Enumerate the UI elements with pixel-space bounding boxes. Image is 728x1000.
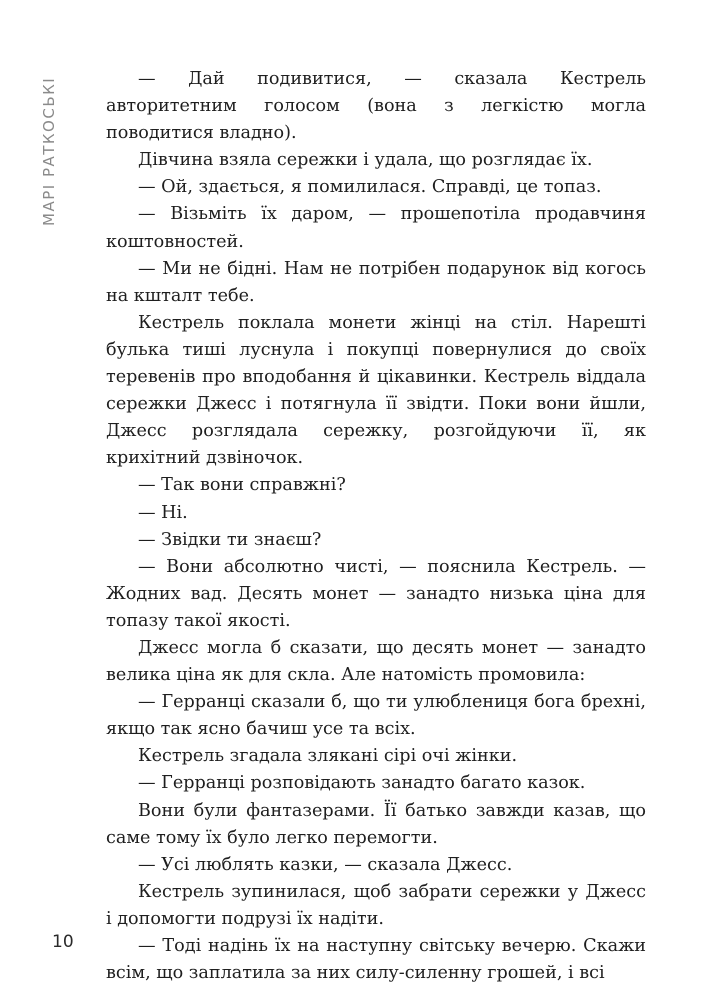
paragraph: — Герранці сказали б, що ти улюблениця бога брехні, якщо так ясно бачиш усе та всіх. xyxy=(106,692,646,740)
paragraph: — Дай подивитися, — сказала Кестрель авторитетним голосом (вона з легкістю могла поводитися владно). xyxy=(106,69,646,144)
running-head xyxy=(40,60,62,230)
paragraph: Дівчина взяла сережки і удала, що розглядає їх. xyxy=(138,150,593,171)
paragraph: — Звідки ти знаєш? xyxy=(138,529,322,550)
paragraph: — Герранці розповідають занадто багато казок. xyxy=(138,773,586,794)
paragraph: Вони були фантазерами. Її батько завжди казав, що саме тому їх було легко перемогти. xyxy=(106,800,646,848)
paragraph: Джесс могла б сказати, що десять монет — занадто велика ціна як для скла. Але натомість промовила: xyxy=(106,637,646,686)
paragraph: Кестрель згадала злякані сірі очі жінки. xyxy=(138,746,518,767)
paragraph: — Усі люблять казки, — сказала Джесс. xyxy=(138,854,513,875)
paragraph: — Візьміть їх даром, — прошепотіла продавчиня коштовностей. xyxy=(106,204,646,252)
paragraph: Кестрель зупинилася, щоб забрати сережки у Джесс і допомогти подрузі їх надіти. xyxy=(106,881,646,929)
paragraph: — Так вони справжні? xyxy=(138,475,346,496)
paragraph: — Вони абсолютно чисті, — пояснила Кестрель. — Жодних вад. Десять монет — занадто низька ціна для топазу такої якості. xyxy=(106,556,646,631)
paragraph: Кестрель поклала монети жінці на стіл. Нарешті булька тиші луснула і покупці повернулися до своїх теревенів про вподобання й цікавинки. Кестрель віддала сережки Джесс і потягнула її звідти. Поки вони йшли, Джесс розглядала сережку, розгойдуючи її, як крихітний дзвіночок. xyxy=(106,312,646,469)
author-name: МАРІ РАТКОСЬКІ xyxy=(40,76,58,226)
paragraph: — Тоді надінь їх на наступну світську вечерю. Скажи всім, що заплатила за них силу-силенну грошей, і всі xyxy=(106,936,646,984)
paragraph: — Ні. xyxy=(138,502,188,523)
paragraph: — Ой, здається, я помилилася. Справді, це топаз. xyxy=(138,177,602,198)
page-number: 10 xyxy=(52,932,74,952)
paragraph: — Ми не бідні. Нам не потрібен подарунок від когось на кшталт тебе. xyxy=(106,258,646,306)
body-text xyxy=(106,66,646,987)
